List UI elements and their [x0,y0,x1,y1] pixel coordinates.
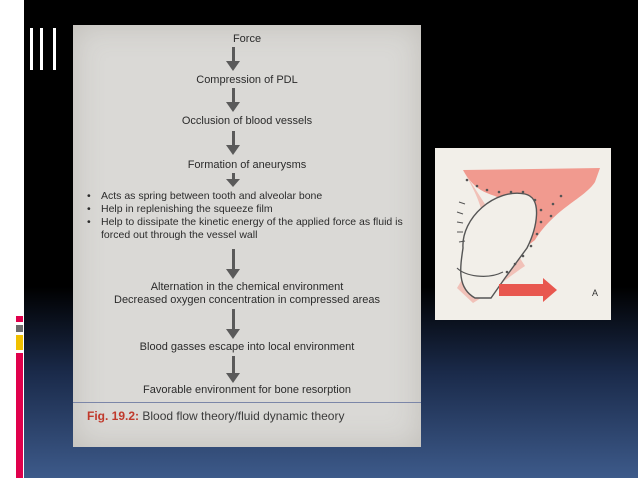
list-item: • Help in replenishing the squeeze film [87,203,417,216]
accent-pink-bottom [16,353,23,478]
caption-text: Blood flow theory/fluid dynamic theory [142,409,345,423]
step-occlusion: Occlusion of blood vessels [181,115,313,127]
tooth-diagram [435,148,611,320]
accent-yellow [16,335,23,350]
tooth-illustration [435,148,611,320]
decorative-bars [30,28,56,70]
step-chemical-1: Alternation in the chemical environment [150,281,344,293]
accent-pink-top [16,316,23,322]
aneurysm-effects-list [87,190,417,242]
step-chemical-2: Decreased oxygen concentration in compressed areas [114,294,380,306]
arrow-right-icon [499,278,557,302]
step-gasses: Blood gasses escape into local environment [139,341,355,353]
step-compression: Compression of PDL [196,74,298,86]
caption-label: Fig. 19.2: [87,409,140,423]
accent-gray [16,325,23,332]
step-resorption: Favorable environment for bone resorption [143,384,351,396]
figure-label: A [592,288,599,298]
figure-caption [87,409,344,423]
flowchart [73,25,421,447]
divider [73,402,421,403]
list-item: • Help to dissipate the kinetic energy of the applied force as fluid is forced out through the vessel wall [87,216,417,242]
step-aneurysms: Formation of aneurysms [187,159,307,171]
step-force: Force [232,33,262,45]
list-item: • Acts as spring between tooth and alveolar bone [87,190,417,203]
flowchart-image [73,25,421,447]
